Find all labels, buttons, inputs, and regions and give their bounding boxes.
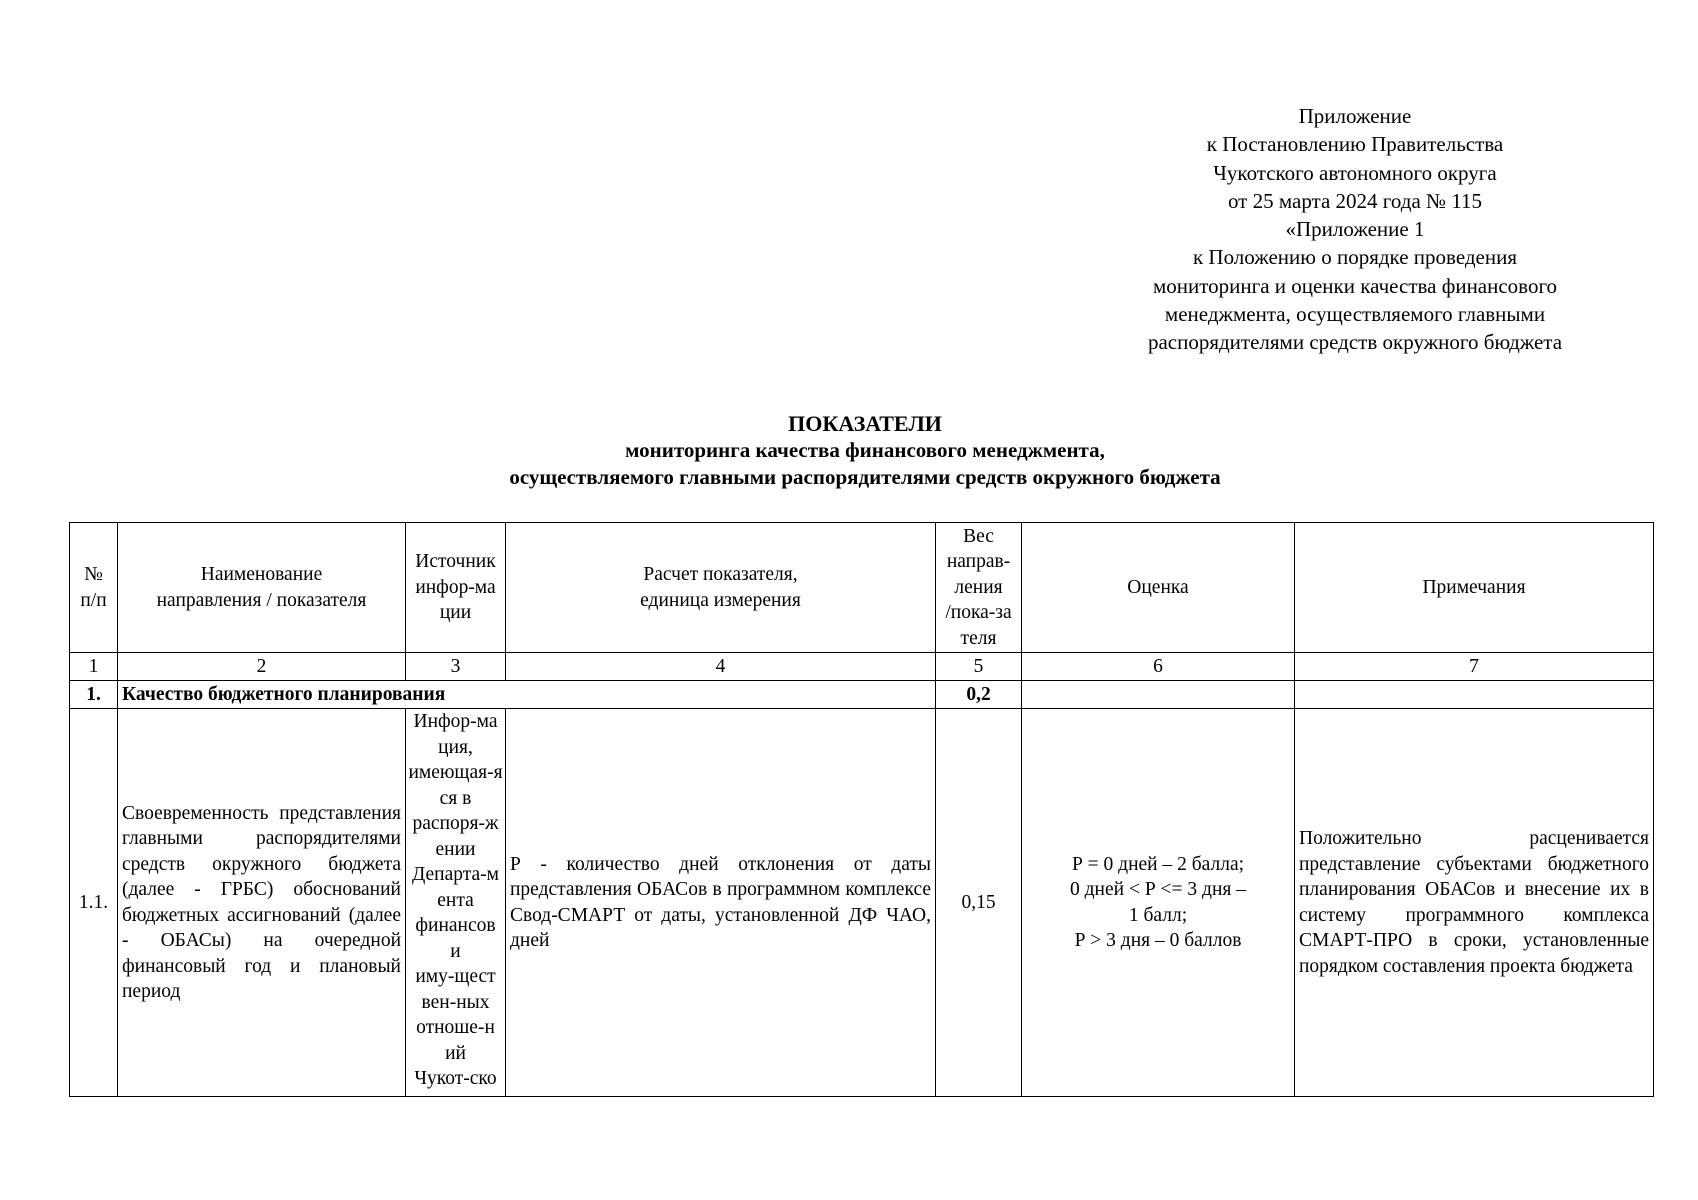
table-row bbox=[70, 709, 1654, 1097]
appendix-line: Приложение bbox=[1298, 104, 1412, 128]
header-cell-weight: Вес направ- ления /пока-за теля bbox=[936, 523, 1022, 653]
column-number: 2 bbox=[118, 653, 406, 681]
row-notes: Положительно расценивается представление субъектами бюджетного планирования ОБАСов и внесение их в систему программного комплекса СМАРТ-ПРО в сроки, установленные порядком составления проекта бюджета bbox=[1295, 709, 1654, 1097]
row-number: 1.1. bbox=[70, 709, 118, 1097]
column-number: 5 bbox=[936, 653, 1022, 681]
row-score: Р = 0 дней – 2 балла; 0 дней < Р <= 3 дня – 1 балл; Р > 3 дня – 0 баллов bbox=[1022, 709, 1295, 1097]
document-title bbox=[0, 410, 1698, 491]
section-score bbox=[1022, 681, 1295, 709]
column-number: 3 bbox=[406, 653, 506, 681]
header-cell-notes: Примечания bbox=[1295, 523, 1654, 653]
row-name: Своевременность представления главными распорядителями средств окружного бюджета (далее - ГРБС) обоснований бюджетных ассигнований (далее - ОБАСы) на очередной финансовый год и плановый период bbox=[118, 709, 406, 1097]
appendix-line: к Постановлению Правительства bbox=[1206, 132, 1504, 157]
title-subtitle: осуществляемого главными распорядителями средств окружного бюджета bbox=[509, 465, 1221, 489]
column-number-row bbox=[70, 653, 1654, 681]
header-cell-number: № п/п bbox=[70, 523, 118, 653]
appendix-line: к Положению о порядке проведения bbox=[1192, 245, 1518, 270]
header-cell-calculation: Расчет показателя, единица измерения bbox=[506, 523, 936, 653]
section-notes bbox=[1295, 681, 1654, 709]
section-weight: 0,2 bbox=[936, 681, 1022, 709]
row-weight: 0,15 bbox=[936, 709, 1022, 1097]
appendix-block bbox=[1075, 102, 1635, 357]
header-cell-source: Источник инфор-ма ции bbox=[406, 523, 506, 653]
section-row bbox=[70, 681, 1654, 709]
title-main: ПОКАЗАТЕЛИ bbox=[788, 411, 942, 436]
column-number: 1 bbox=[70, 653, 118, 681]
indicators-table bbox=[69, 522, 1654, 1097]
section-name: Качество бюджетного планирования bbox=[118, 681, 936, 709]
column-number: 6 bbox=[1022, 653, 1295, 681]
row-calculation: Р - количество дней отклонения от даты представления ОБАСов в программном комплексе Свод-СМАРТ от даты, установленной ДФ ЧАО, дней bbox=[506, 709, 936, 1097]
appendix-line: от 25 марта 2024 года № 115 bbox=[1227, 188, 1483, 213]
appendix-line: распорядителями средств окружного бюджета bbox=[1147, 330, 1563, 355]
appendix-line: «Приложение 1 bbox=[1285, 217, 1425, 242]
appendix-line: мониторинга и оценки качества финансового bbox=[1152, 273, 1558, 298]
row-source: Инфор-ма ция, имеющая-я ся в распоря-ж ении Департа-м ента финансов и иму-щест вен-ных отноше-н ий Чукот-ско bbox=[406, 709, 506, 1097]
column-number: 4 bbox=[506, 653, 936, 681]
appendix-line: Чукотского автономного округа bbox=[1213, 160, 1497, 185]
header-cell-name: Наименование направления / показателя bbox=[118, 523, 406, 653]
title-subtitle: мониторинга качества финансового менеджмента, bbox=[625, 438, 1105, 462]
header-cell-score: Оценка bbox=[1022, 523, 1295, 653]
appendix-line: менеджмента, осуществляемого главными bbox=[1164, 302, 1546, 327]
table-header-row bbox=[70, 523, 1654, 653]
column-number: 7 bbox=[1295, 653, 1654, 681]
section-number: 1. bbox=[70, 681, 118, 709]
